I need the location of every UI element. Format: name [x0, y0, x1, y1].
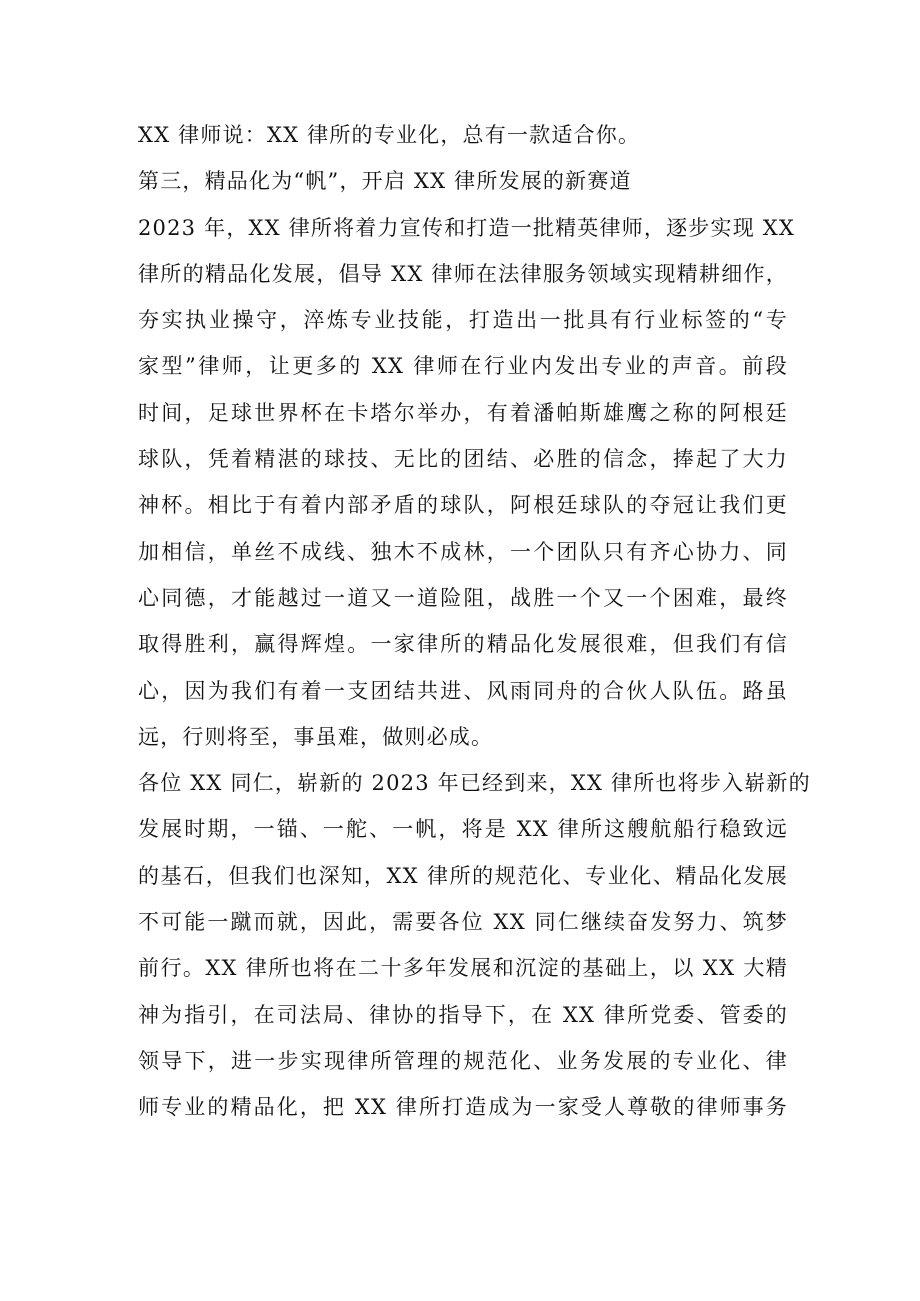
text-line-8: 球队，凭着精湛的球技、无比的团结、必胜的信念，捧起了大力 — [138, 447, 788, 472]
text-line-15: 各位 XX 同仁，崭新的 2023 年已经到来，XX 律所也将步入崭新的 — [138, 771, 811, 796]
text-line-5: 夯实执业操守，淬炼专业技能，打造出一批具有行业标签的“专 — [138, 308, 788, 333]
text-line-11: 心同德，才能越过一道又一道险阻，战胜一个又一个困难，最终 — [138, 585, 788, 610]
text-line-13: 心，因为我们有着一支团结共进、风雨同舟的合伙人队伍。路虽 — [138, 678, 788, 703]
text-line-10: 加相信，单丝不成线、独木不成林，一个团队只有齐心协力、同 — [138, 539, 788, 564]
text-line-4: 律所的精品化发展，倡导 XX 律师在法律服务领域实现精耕细作， — [138, 261, 788, 286]
document-body — [138, 112, 811, 1131]
text-line-7: 时间，足球世界杯在卡塔尔举办，有着潘帕斯雄鹰之称的阿根廷 — [138, 400, 788, 425]
text-line-14: 远，行则将至，事虽难，做则必成。 — [138, 724, 494, 749]
text-line-22: 师专业的精品化，把 XX 律所打造成为一家受人尊敬的律师事务 — [138, 1095, 788, 1120]
text-line-18: 不可能一蹴而就，因此，需要各位 XX 同仁继续奋发努力、筑梦 — [138, 910, 788, 935]
text-line-3: 2023 年，XX 律所将着力宣传和打造一批精英律师，逐步实现 XX — [138, 215, 796, 240]
section-heading: 第三，精品化为“帆”，开启 XX 律所发展的新赛道 — [138, 169, 632, 194]
text-line-16: 发展时期，一锚、一舵、一帆，将是 XX 律所这艘航船行稳致远 — [138, 817, 788, 842]
text-line-20: 神为指引，在司法局、律协的指导下，在 XX 律所党委、管委的 — [138, 1002, 788, 1027]
text-line-12: 取得胜利，赢得辉煌。一家律所的精品化发展很难，但我们有信 — [138, 632, 788, 657]
text-line-1: XX 律师说：XX 律所的专业化，总有一款适合你。 — [138, 123, 641, 147]
text-line-17: 的基石，但我们也深知，XX 律所的规范化、专业化、精品化发展 — [138, 863, 788, 888]
text-line-21: 领导下，进一步实现律所管理的规范化、业务发展的专业化、律 — [138, 1048, 788, 1073]
text-line-6: 家型”律师，让更多的 XX 律师在行业内发出专业的声音。前段 — [138, 354, 788, 379]
text-line-19: 前行。XX 律所也将在二十多年发展和沉淀的基础上，以 XX 大精 — [138, 956, 788, 981]
text-line-9: 神杯。相比于有着内部矛盾的球队，阿根廷球队的夺冠让我们更 — [138, 493, 788, 518]
